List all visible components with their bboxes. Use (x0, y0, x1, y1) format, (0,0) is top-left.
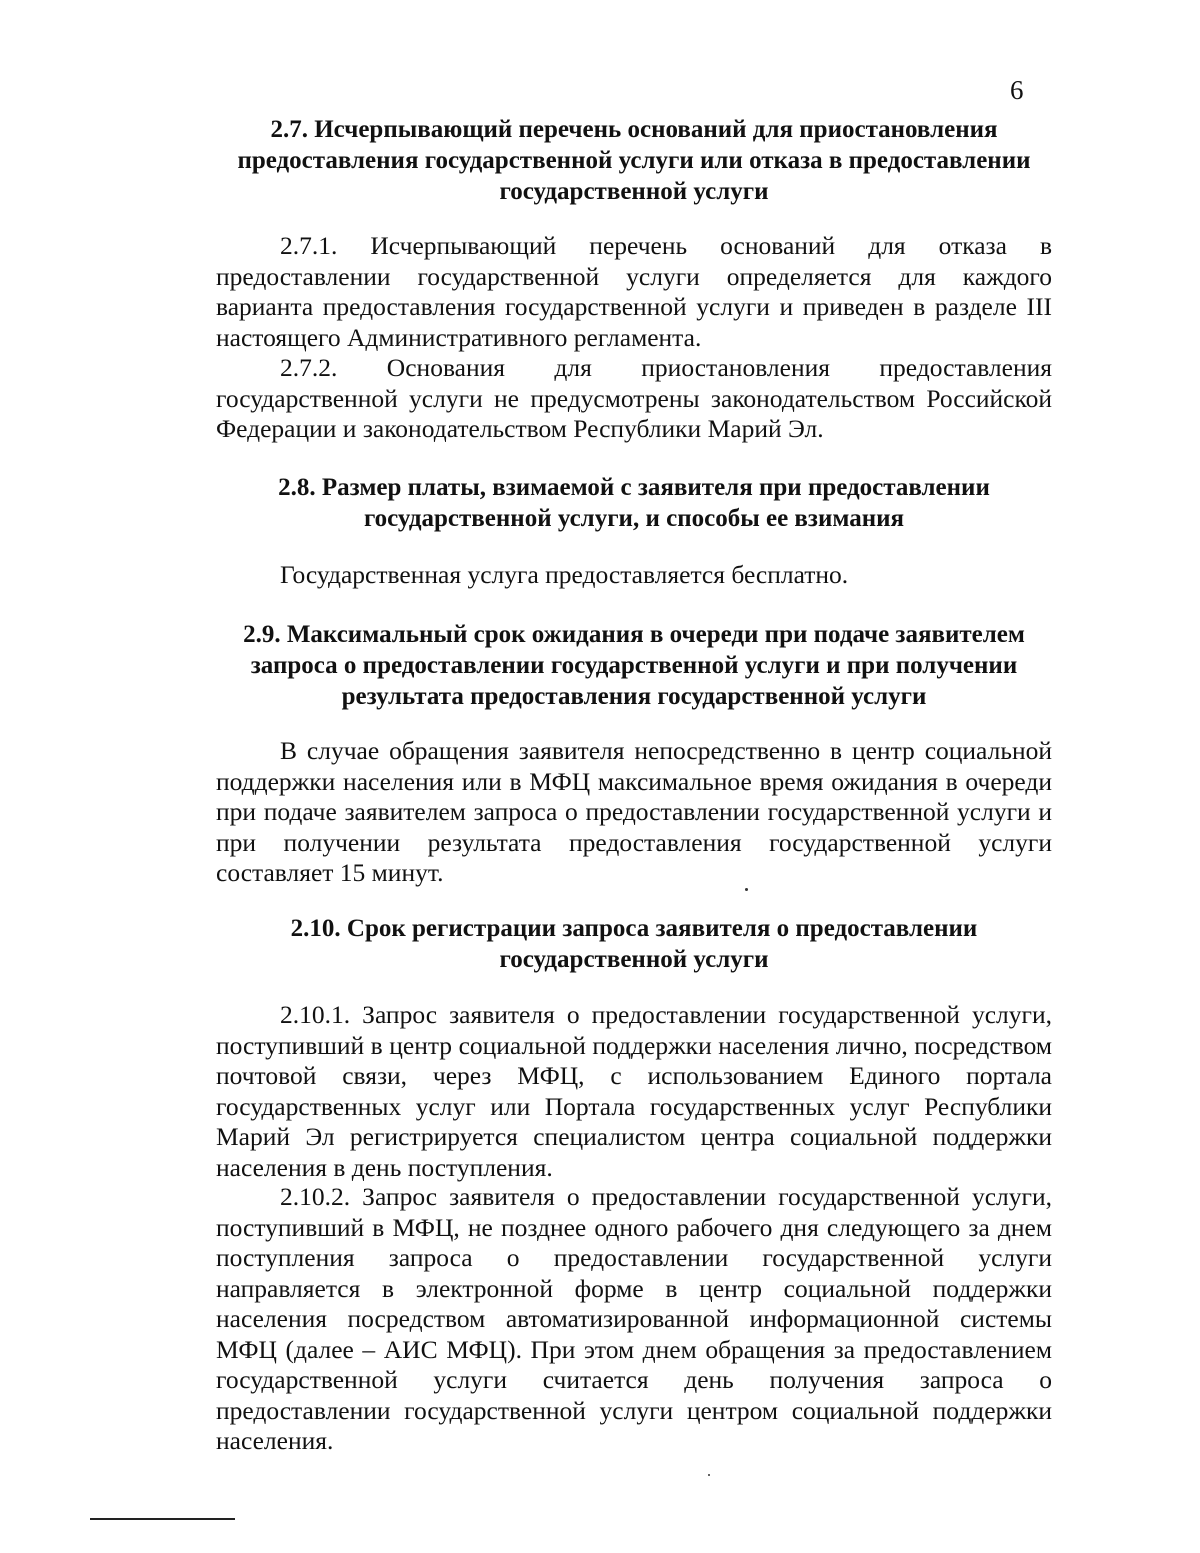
paragraph-2-8: Государственная услуга предоставляется бесплатно. (280, 560, 849, 589)
paragraph-2-7-2: 2.7.2. Основания для приостановления предоставления государственной услуги не предусмотрены законодательством Российской Федерации и законодательством Республики Марий Эл. (216, 353, 1052, 443)
paragraph-2-7-1: 2.7.1. Исчерпывающий перечень оснований для отказа в предоставлении государственной услуги определяется для каждого варианта предоставления государственной услуги и приведен в разделе III настоящего Административного регламента. (216, 231, 1052, 352)
paragraph-2-9: В случае обращения заявителя непосредственно в центр социальной поддержки населения или в МФЦ максимальное время ожидания в очереди при подаче заявителем запроса о предоставлении государственной услуги и при получении результата предоставления государственной услуги составляет 15 минут. (216, 736, 1052, 887)
section-heading-2-10: 2.10. Срок регистрации запроса заявителя о предоставлении государственной услуги (290, 915, 978, 973)
scan-speck (708, 1474, 710, 1476)
paragraph-2-10-2: 2.10.2. Запрос заявителя о предоставлении государственной услуги, поступивший в МФЦ, не позднее одного рабочего дня следующего за днем поступления запроса о предоставлении государственной услуги направляется в электронной форме в центр социальной поддержки населения посредством автоматизированной информационной системы МФЦ (далее – АИС МФЦ). При этом днем обращения за предоставлением государственной услуги считается день получения запроса о предоставлении государственной услуги центром социальной поддержки населения. (216, 1182, 1052, 1455)
scan-speck (745, 888, 748, 891)
section-heading-2-8: 2.8. Размер платы, взимаемой с заявителя при предоставлении государственной услуги, и способы ее взимания (278, 474, 990, 532)
footnote-divider (90, 1518, 235, 1520)
section-heading-2-7: 2.7. Исчерпывающий перечень оснований для приостановления предоставления государственной услуги или отказа в предоставлении государственной услуги (237, 116, 1031, 205)
page-number: 6 (1010, 75, 1024, 105)
paragraph-2-10-1: 2.10.1. Запрос заявителя о предоставлении государственной услуги, поступивший в центр социальной поддержки населения лично, посредством почтовой связи, через МФЦ, с использованием Единого портала государственных услуг или Портала государственных услуг Республики Марий Эл регистрируется специалистом центра социальной поддержки населения в день поступления. (216, 1000, 1052, 1182)
section-heading-2-9: 2.9. Максимальный срок ожидания в очереди при подаче заявителем запроса о предоставлении государственной услуги и при получении результата предоставления государственной услуги (243, 621, 1025, 710)
